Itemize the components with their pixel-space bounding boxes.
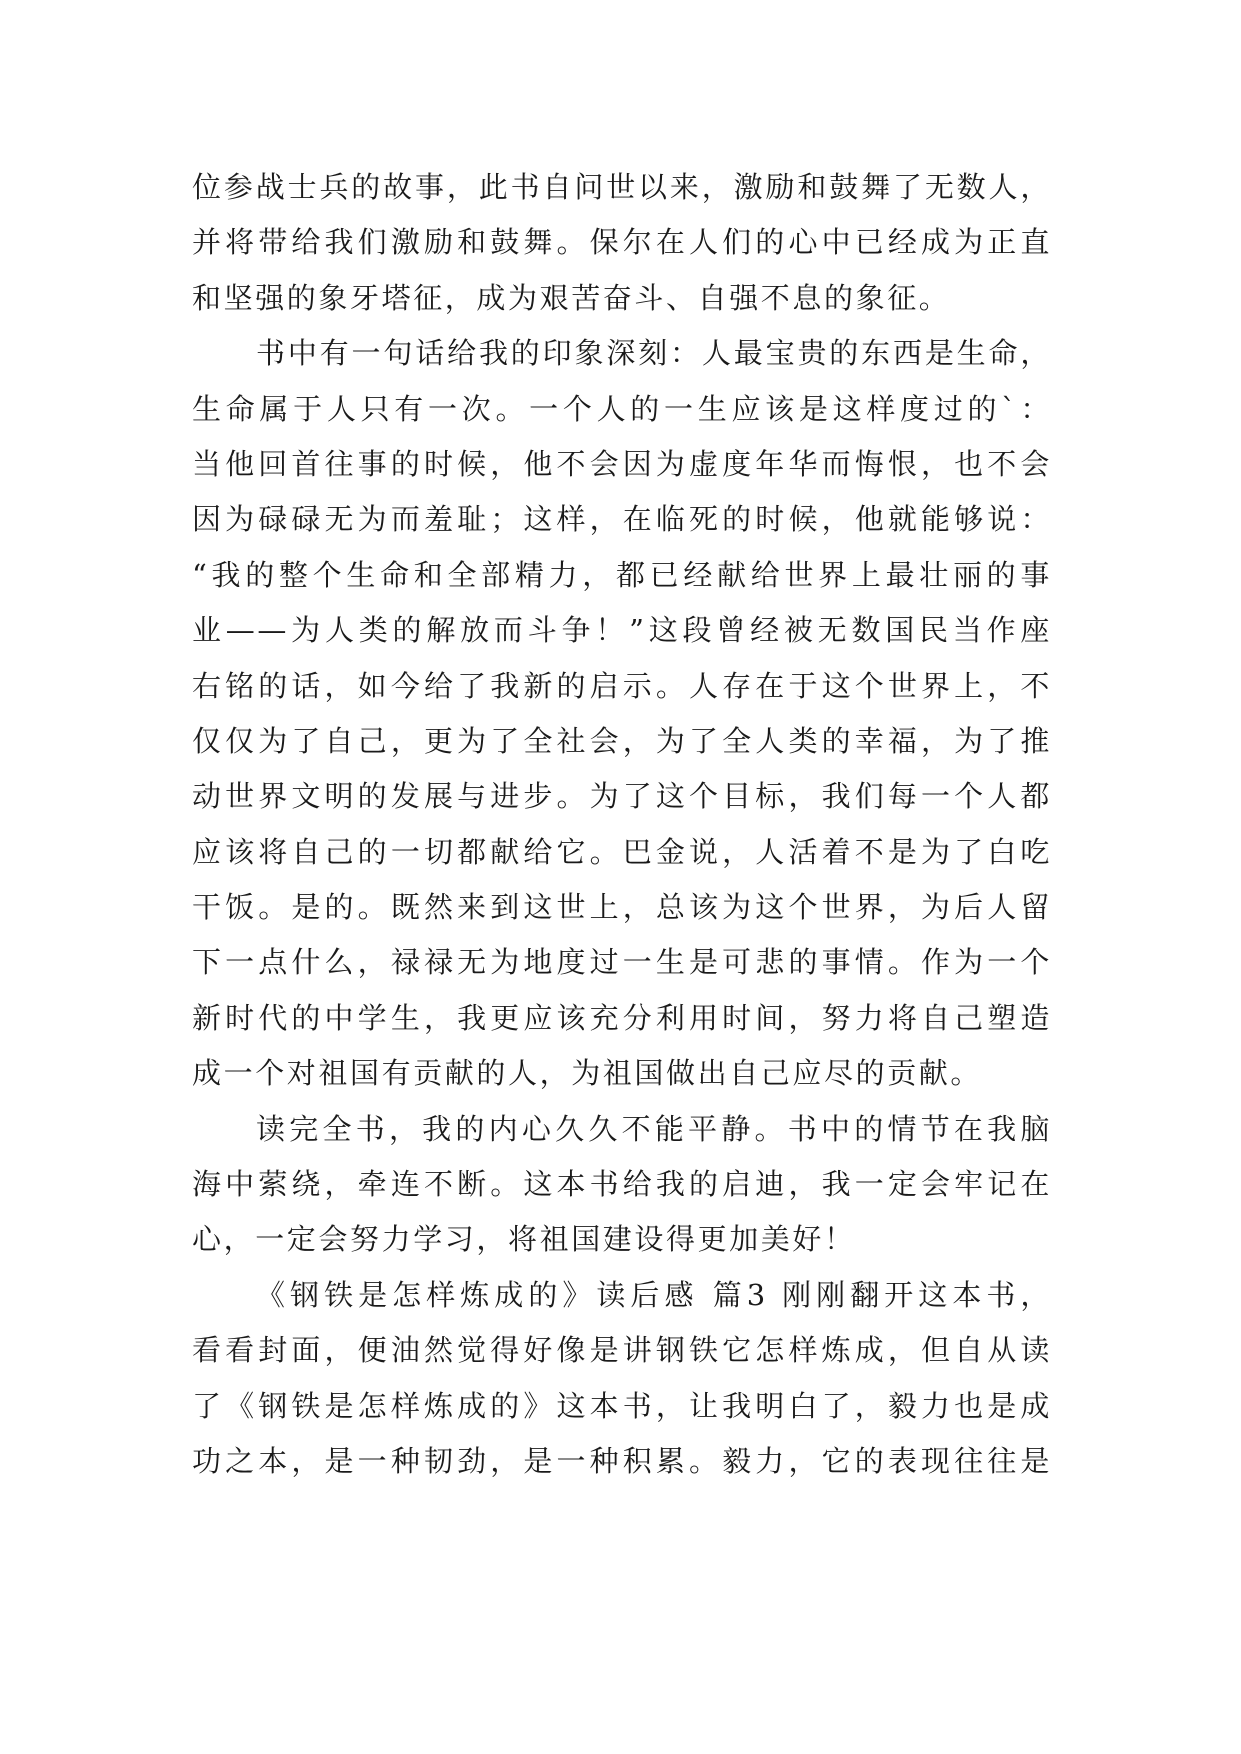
text-line: 业——为人类的解放而斗争！”这段曾经被无数国民当作座 — [192, 613, 1052, 648]
text-line: 位参战士兵的故事，此书自问世以来，激励和鼓舞了无数人， — [192, 170, 1052, 204]
text-line: 因为碌碌无为而羞耻；这样，在临死的时候，他就能够说： — [192, 502, 1052, 537]
text-line: “我的整个生命和全部精力，都已经献给世界上最壮丽的事 — [192, 557, 1052, 592]
text-line: 书中有一句话给我的印象深刻：人最宝贵的东西是生命， — [256, 336, 1052, 371]
text-line: 仅仅为了自己，更为了全社会，为了全人类的幸福，为了推 — [192, 723, 1052, 758]
body-text — [192, 160, 1052, 1489]
text-line: 生命属于人只有一次。一个人的一生应该是这样度过的`： — [192, 391, 1052, 426]
text-line: 应该将自己的一切都献给它。巴金说，人活着不是为了白吃 — [192, 834, 1052, 869]
text-line: 《钢铁是怎样炼成的》读后感 篇3 刚刚翻开这本书， — [256, 1277, 1052, 1312]
text-line: 下一点什么，禄禄无为地度过一生是可悲的事情。作为一个 — [192, 945, 1052, 980]
text-line: 看看封面，便油然觉得好像是讲钢铁它怎样炼成，但自从读 — [192, 1333, 1052, 1368]
text-line: 心，一定会努力学习，将祖国建设得更加美好！ — [192, 1222, 856, 1257]
text-line: 海中萦绕，牵连不断。这本书给我的启迪，我一定会牢记在 — [192, 1167, 1052, 1202]
text-line: 新时代的中学生，我更应该充分利用时间，努力将自己塑造 — [192, 1000, 1052, 1035]
text-line: 当他回首往事的时候，他不会因为虚度年华而悔恨，也不会 — [192, 446, 1052, 481]
text-line: 成一个对祖国有贡献的人，为祖国做出自己应尽的贡献。 — [192, 1056, 983, 1091]
text-line: 了《钢铁是怎样炼成的》这本书，让我明白了，毅力也是成 — [192, 1388, 1052, 1423]
text-line: 功之本，是一种韧劲，是一种积累。毅力，它的表现往往是 — [192, 1443, 1052, 1478]
text-line: 和坚强的象牙塔征，成为艰苦奋斗、自强不息的象征。 — [192, 280, 951, 315]
text-line: 动世界文明的发展与进步。为了这个目标，我们每一个人都 — [192, 779, 1052, 814]
text-line: 读完全书，我的内心久久不能平静。书中的情节在我脑 — [256, 1111, 1052, 1146]
text-line: 并将带给我们激励和鼓舞。保尔在人们的心中已经成为正直 — [192, 225, 1052, 260]
text-line: 干饭。是的。既然来到这世上，总该为这个世界，为后人留 — [192, 890, 1052, 925]
text-line: 右铭的话，如今给了我新的启示。人存在于这个世界上，不 — [192, 668, 1052, 703]
